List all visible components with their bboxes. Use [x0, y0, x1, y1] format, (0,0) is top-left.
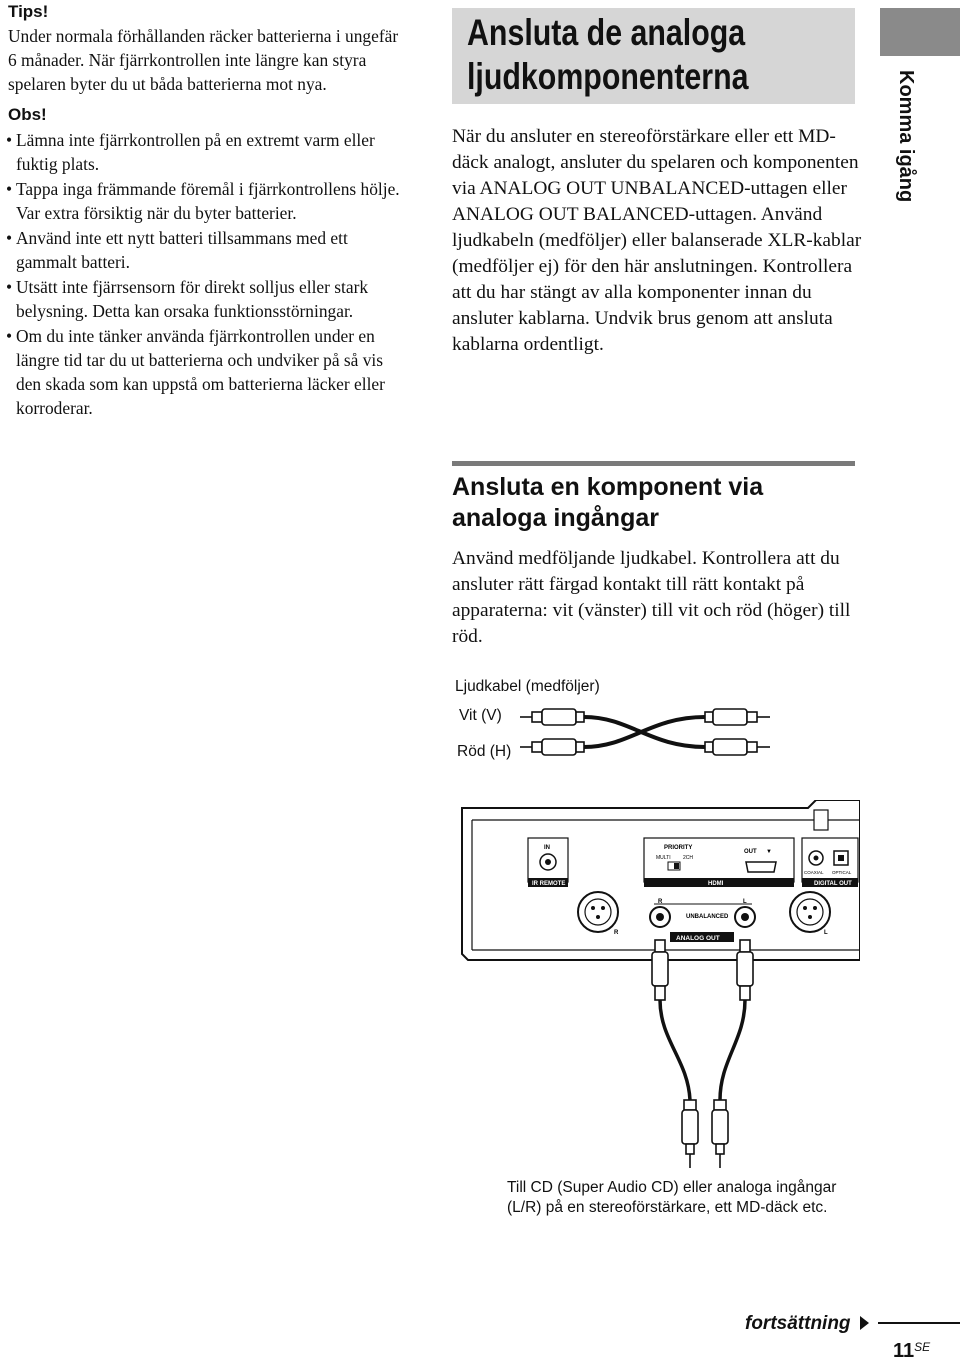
- panel-label-r: R: [614, 930, 619, 936]
- obs-bullet-item: • Lämna inte fjärrkontrollen på en extremt varm eller fuktig plats.: [6, 128, 406, 176]
- continue-arrow-icon: [860, 1316, 869, 1330]
- obs-bullet-item: • Använd inte ett nytt batteri tillsammans med ett gammalt batteri.: [6, 226, 406, 274]
- panel-label-unbalanced: UNBALANCED: [686, 914, 729, 920]
- panel-label-ir-remote: IR REMOTE: [532, 881, 566, 887]
- chapter-tab-marker: [880, 8, 960, 56]
- white-plug-label: Vit (V): [459, 707, 502, 724]
- obs-bullet-item: • Om du inte tänker använda fjärrkontrollen under en längre tid tar du ut batterierna och undviker på så vis den skada som kan uppstå om batterierna läcker eller korroderar.: [6, 324, 406, 420]
- section-intro-text: När du ansluter en stereoförstärkare eller ett MD-däck analogt, ansluter du spelaren och komponenten via ANALOG OUT UNBALANCED-uttagen eller ANALOG OUT BALANCED-uttagen. Använd ljudkabeln (medföljer) eller balanserade XLR-kablar (medföljer ej) för den här anslutningen. Kontrollera att du har stängt av alla komponenter innan du ansluter kablarna. Undvik brus genom att ansluta kablarna ordentligt.: [452, 126, 862, 355]
- red-plug-label: Röd (H): [457, 743, 512, 760]
- obs-bullet-list: [6, 128, 406, 421]
- tips-text: Under normala förhållanden räcker batterierna i ungefär 6 månader. När fjärrkontrollen inte längre kan styra spelaren byter du ut båda batterierna mot nya.: [8, 26, 399, 94]
- page-number: [893, 1340, 930, 1363]
- obs-heading: Obs!: [8, 105, 47, 124]
- panel-label-r: R: [658, 899, 663, 905]
- cable-wire: [584, 717, 705, 747]
- panel-label-digital-out: DIGITAL OUT: [814, 881, 852, 887]
- obs-bullet-item: • Utsätt inte fjärrsensorn för direkt solljus eller stark belysning. Detta kan orsaka funktionsstörningar.: [6, 275, 406, 323]
- panel-label-l: L: [824, 930, 828, 936]
- panel-label-2ch: 2CH: [683, 855, 694, 861]
- footer-rule: [878, 1322, 960, 1324]
- right-plug-red: [705, 739, 770, 755]
- panel-label-out: OUT: [744, 849, 757, 855]
- section-title: Ansluta de analoga ljudkomponenterna: [467, 12, 749, 97]
- right-plug-white: [705, 709, 770, 725]
- svg-text:▼: ▼: [766, 849, 772, 855]
- destination-caption: Till CD (Super Audio CD) eller analoga ingångar (L/R) på en stereoförstärkare, ett MD-däck etc.: [507, 1179, 837, 1216]
- subsection-title: Ansluta en komponent via analoga ingångar: [452, 473, 764, 532]
- subsection-text: Använd medföljande ljudkabel. Kontrollera att du ansluter rätt färgad kontakt till rätt kontakt på apparaterna: vit (vänster) till vit och röd (höger) till röd.: [452, 548, 851, 647]
- panel-label-optical: OPTICAL: [832, 870, 852, 875]
- destination-plug-left: [712, 1100, 728, 1168]
- panel-label-hdmi: HDMI: [708, 881, 724, 887]
- rear-panel-illustration: [458, 800, 860, 1170]
- panel-label-in: IN: [544, 845, 550, 851]
- panel-label-multi: MULTI: [656, 855, 671, 861]
- panel-label-coaxial: COAXIAL: [804, 870, 824, 875]
- continue-label: fortsättning: [745, 1313, 851, 1334]
- panel-label-l: L: [743, 899, 747, 905]
- page-number-value: 11: [893, 1340, 915, 1362]
- left-plug-red: [520, 739, 584, 755]
- page-number-suffix: SE: [914, 1340, 931, 1354]
- tips-heading: Tips!: [8, 2, 49, 21]
- cable-wire: [660, 1000, 690, 1100]
- cable-caption: Ljudkabel (medföljer): [455, 678, 600, 695]
- inserted-plug-left: [737, 940, 753, 1000]
- left-plug-white: [520, 709, 584, 725]
- audio-cable-illustration: [520, 700, 780, 772]
- panel-label-priority: PRIORITY: [664, 845, 693, 851]
- destination-plug-right: [682, 1100, 698, 1168]
- inserted-plug-right: [652, 940, 668, 1000]
- cable-wire: [720, 1000, 745, 1100]
- hdmi-port: [746, 862, 776, 872]
- subsection-rule: [452, 461, 855, 466]
- panel-label-analog-out: ANALOG OUT: [676, 935, 720, 942]
- obs-bullet-item: • Tappa inga främmande föremål i fjärrkontrollens hölje. Var extra försiktig när du byter batterier.: [6, 177, 406, 225]
- chapter-tab-label: Komma igång: [895, 70, 917, 203]
